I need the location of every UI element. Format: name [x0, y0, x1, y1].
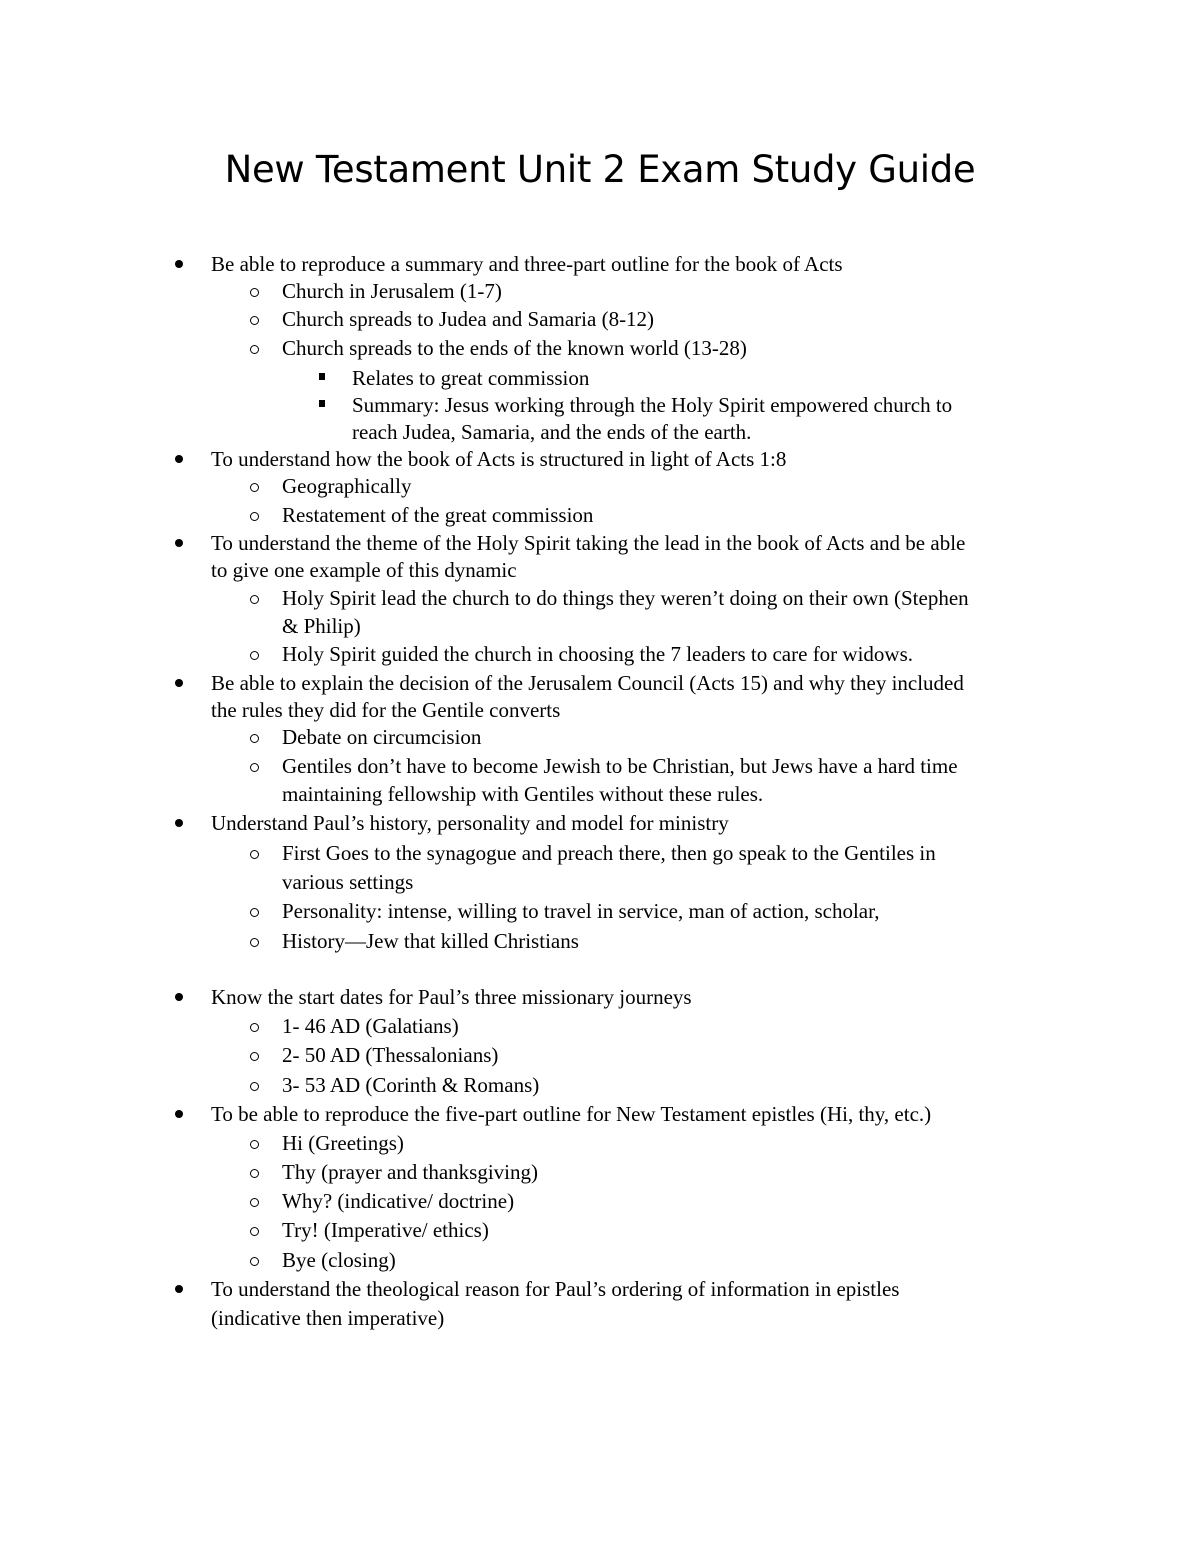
outline-line-level-1: (indicative then imperative)	[211, 1306, 445, 1330]
bullet-circle-icon	[250, 483, 259, 492]
outline-line-level-2: maintaining fellowship with Gentiles without these rules.	[282, 782, 764, 806]
bullet-circle-icon	[250, 288, 259, 297]
bullet-disc-icon	[175, 1285, 183, 1293]
bullet-disc-icon	[175, 455, 183, 463]
outline-line-level-1: Be able to reproduce a summary and three-part outline for the book of Acts	[211, 252, 843, 276]
outline-line-level-2: Gentiles don’t have to become Jewish to be Christian, but Jews have a hard time	[282, 754, 958, 778]
bullet-circle-icon	[250, 1052, 259, 1061]
bullet-circle-icon	[250, 512, 259, 521]
outline-line-level-2: Personality: intense, willing to travel in service, man of action, scholar,	[282, 899, 880, 923]
outline-line-level-2: Thy (prayer and thanksgiving)	[282, 1160, 539, 1184]
outline-line-level-2: Bye (closing)	[282, 1248, 396, 1272]
outline-line-level-2: Hi (Greetings)	[282, 1131, 404, 1155]
outline-line-level-1: To understand the theme of the Holy Spirit taking the lead in the book of Acts and be able	[211, 531, 966, 555]
outline-line-level-2: 2- 50 AD (Thessalonians)	[282, 1043, 499, 1067]
bullet-circle-icon	[250, 763, 259, 772]
outline-line-level-2: First Goes to the synagogue and preach there, then go speak to the Gentiles in	[282, 841, 936, 865]
outline-line-level-1: To be able to reproduce the five-part outline for New Testament epistles (Hi, thy, etc.)	[211, 1102, 932, 1126]
outline-line-level-3: Summary: Jesus working through the Holy Spirit empowered church to	[352, 393, 953, 417]
bullet-circle-icon	[250, 1198, 259, 1207]
bullet-circle-icon	[250, 595, 259, 604]
bullet-circle-icon	[250, 938, 259, 947]
outline-line-level-1: Know the start dates for Paul’s three missionary journeys	[211, 985, 692, 1009]
outline-line-level-2: Restatement of the great commission	[282, 503, 594, 527]
outline-line-level-1: To understand how the book of Acts is structured in light of Acts 1:8	[211, 447, 787, 471]
bullet-circle-icon	[250, 734, 259, 743]
bullet-circle-icon	[250, 651, 259, 660]
bullet-circle-icon	[250, 345, 259, 354]
outline-line-level-2: 1- 46 AD (Galatians)	[282, 1014, 459, 1038]
bullet-circle-icon	[250, 850, 259, 859]
bullet-disc-icon	[175, 679, 183, 687]
bullet-circle-icon	[250, 1257, 259, 1266]
outline-line-level-3: reach Judea, Samaria, and the ends of the earth.	[352, 420, 752, 444]
outline-line-level-2: & Philip)	[282, 614, 361, 638]
bullet-square-icon	[319, 400, 325, 407]
outline-line-level-2: Holy Spirit lead the church to do things they weren’t doing on their own (Stephen	[282, 586, 969, 610]
bullet-disc-icon	[175, 539, 183, 547]
outline-line-level-2: Holy Spirit guided the church in choosing the 7 leaders to care for widows.	[282, 642, 914, 666]
bullet-circle-icon	[250, 1023, 259, 1032]
bullet-circle-icon	[250, 316, 259, 325]
outline-line-level-2: various settings	[282, 870, 414, 894]
bullet-circle-icon	[250, 908, 259, 917]
outline-line-level-2: Church in Jerusalem (1-7)	[282, 279, 502, 303]
outline-line-level-2: Try! (Imperative/ ethics)	[282, 1218, 489, 1242]
outline-line-level-1: Understand Paul’s history, personality and model for ministry	[211, 811, 729, 835]
bullet-square-icon	[319, 373, 325, 380]
bullet-circle-icon	[250, 1227, 259, 1236]
outline-line-level-1: the rules they did for the Gentile converts	[211, 698, 561, 722]
bullet-circle-icon	[250, 1082, 259, 1091]
bullet-circle-icon	[250, 1169, 259, 1178]
outline-line-level-1: to give one example of this dynamic	[211, 558, 517, 582]
outline-line-level-2: Church spreads to the ends of the known world (13-28)	[282, 336, 747, 360]
outline-line-level-2: Debate on circumcision	[282, 725, 482, 749]
outline-line-level-2: 3- 53 AD (Corinth & Romans)	[282, 1073, 540, 1097]
outline-line-level-2: Church spreads to Judea and Samaria (8-12)	[282, 307, 655, 331]
document-title: New Testament Unit 2 Exam Study Guide	[224, 148, 976, 191]
outline-line-level-2: History—Jew that killed Christians	[282, 929, 579, 953]
outline-line-level-2: Why? (indicative/ doctrine)	[282, 1189, 515, 1213]
bullet-disc-icon	[175, 1110, 183, 1118]
bullet-disc-icon	[175, 260, 183, 268]
bullet-circle-icon	[250, 1140, 259, 1149]
outline-line-level-1: Be able to explain the decision of the Jerusalem Council (Acts 15) and why they included	[211, 671, 964, 695]
outline-line-level-3: Relates to great commission	[352, 366, 590, 390]
bullet-disc-icon	[175, 993, 183, 1001]
outline-line-level-1: To understand the theological reason for Paul’s ordering of information in epistles	[211, 1277, 900, 1301]
bullet-disc-icon	[175, 819, 183, 827]
outline-line-level-2: Geographically	[282, 474, 412, 498]
